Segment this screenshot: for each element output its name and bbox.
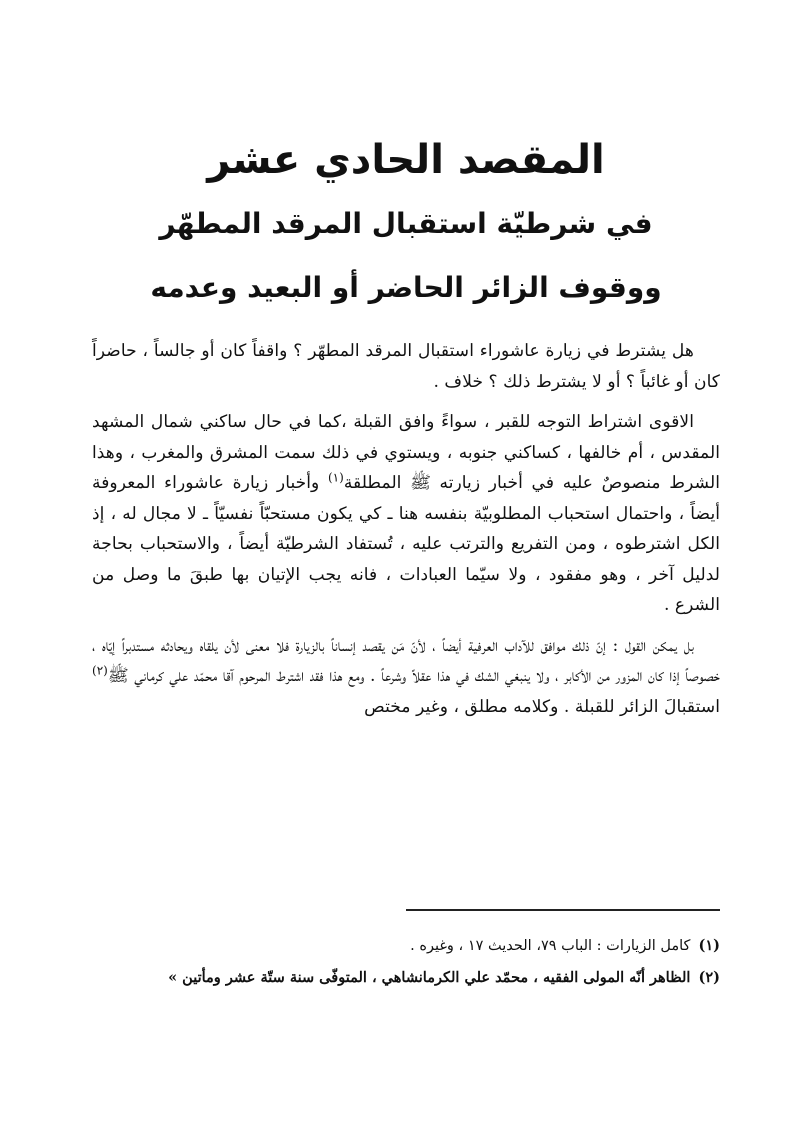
paragraph-3 — [92, 631, 720, 723]
footnote-2-number: (٢) — [698, 969, 720, 986]
body-text — [92, 336, 720, 732]
footnote-1-number: (١) — [698, 937, 720, 954]
paragraph-1-text: هل يشترط في زيارة عاشوراء استقبال المرقد المطهّر ؟ واقفاً كان أو جالساً ، حاضراً كان أو غائباً ؟ أو لا يشترط ذلك ؟ خلاف . — [92, 341, 720, 392]
footnote-reference-1[interactable]: (١) — [327, 470, 344, 485]
footnote-2-text: الظاهر أنّه المولى الفقيه ، محمّد علي الكرمانشاهي ، المتوفّى سنة ستّة عشر ومأتين » — [168, 969, 691, 986]
paragraph-2 — [92, 407, 720, 621]
chapter-subtitle-line-2: ووقوف الزائر الحاضر أو البعيد وعدمه — [150, 271, 662, 304]
footnote-reference-2[interactable]: (٢) — [92, 663, 108, 678]
paragraph-2-text-start: الاقوى اشتراط التوجه للقبر ، سواءً وافق القبلة ،كما في حال ساكني شمال المشهد المقدس ، أم خالفها ، كساكني جنوبه ، ويستوي في ذلك سمت المشرق والمغرب ، وهذا الشرط منصوصٌ عليه في أخبار زيارته ﷺ المطلقة — [92, 412, 720, 493]
chapter-title: المقصد الحادي عشر — [207, 137, 605, 183]
footnote-1-text: كامل الزيارات : الباب ٧٩، الحديث ١٧ ، وغيره . — [410, 938, 691, 954]
paragraph-2-text-end: وأخبار زيارة عاشوراء المعروفة أيضاً ، واحتمال استحباب المطلوبيّة بنفسه هنا ـ كي يكون مستحبّاً نفسيّاً ـ لا مجال له ، إذ الكل اشترطوه ، ومن التفريع والترتب عليه ، تُستفاد الشرطيّة أيضاً ، والاستحباب بحاجة لدليل آخر ، وهو مفقود ، ولا سيّما العبادات ، فانه يجب الإتيان بها طبقَ ما وصل من الشرع . — [92, 473, 720, 615]
footnote-separator — [406, 909, 720, 911]
paragraph-3-text-start: بل يمكن القول : إنّ ذلك موافق للآداب العرفية أيضاً ، لأنّ مَن يقصد إنساناً بالزيارة فلا معنى لأن يلقاه ويحادثه مستدبراً إيّاه ، خصوصاً إذا كان المزور من الأكابر ، ولا ينبغي الشك في هذا عقلاً وشرعاً . ومع هذا فقد اشترط المرحوم آقا محمّد علي كرماني ﷺ — [92, 635, 720, 686]
footnote-1 — [60, 930, 720, 962]
footnotes — [60, 930, 720, 994]
paragraph-1 — [92, 336, 720, 397]
chapter-subtitle-line-1: في شرطيّة استقبال المرقد المطهّر — [159, 207, 653, 240]
footnote-2 — [60, 962, 720, 994]
chapter-heading — [60, 128, 752, 320]
paragraph-3-text-end: استقبالَ الزائر للقبلة . وكلامه مطلق ، وغير مختص — [364, 696, 720, 717]
